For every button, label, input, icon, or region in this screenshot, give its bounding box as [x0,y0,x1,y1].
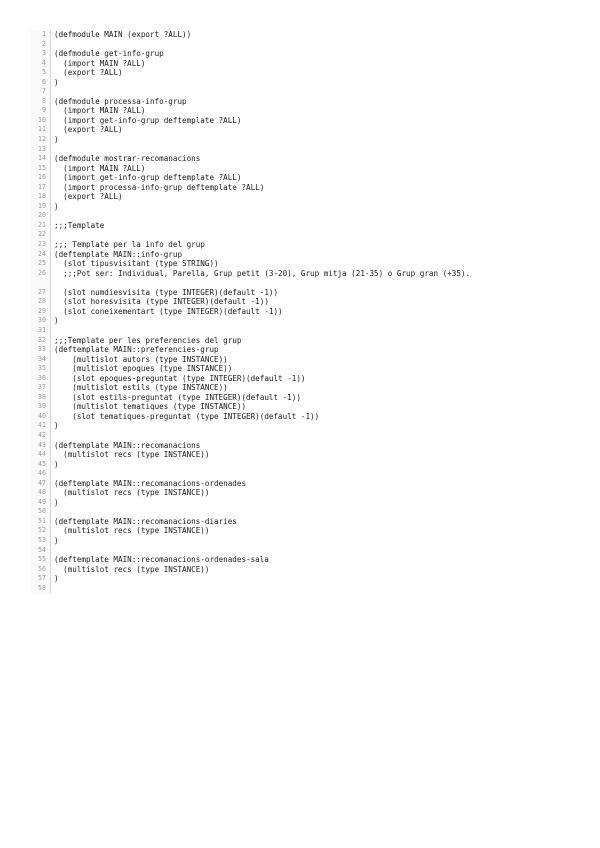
line-number: 26 [38,268,46,277]
line-number: 6 [42,77,46,86]
code-line [30,202,578,212]
code-line [30,221,578,231]
line-number: 4 [42,58,46,67]
code-line [30,546,578,556]
code-line [30,211,578,221]
line-number: 25 [38,259,46,268]
code-text[interactable]: (import MAIN ?ALL) [54,58,146,68]
code-line [30,565,578,575]
code-line [30,183,578,193]
code-line [30,517,578,527]
line-number: 50 [38,507,46,516]
line-number: 44 [38,450,46,459]
line-number: 1 [42,30,46,38]
code-text[interactable]: (import get-info-grup deftemplate ?ALL) [54,115,242,125]
line-number: 22 [38,230,46,239]
code-text[interactable]: (multislot tematiques (type INSTANCE)) [54,402,247,412]
code-text[interactable]: (multislot recs (type INSTANCE)) [54,450,210,460]
code-line [30,498,578,508]
line-number: 32 [38,335,46,344]
code-line [30,59,578,69]
line-number: 20 [38,211,46,220]
code-line [30,536,578,546]
code-text[interactable]: (multislot estils (type INSTANCE)) [54,383,228,393]
code-line [30,97,578,107]
line-number: 51 [38,516,46,525]
code-text[interactable]: (export ?ALL) [54,192,123,202]
code-text[interactable]: (import MAIN ?ALL) [54,163,146,173]
code-text[interactable] [50,584,578,594]
line-number: 30 [38,316,46,325]
code-text[interactable]: (slot tipusvisitant (type STRING)) [54,259,219,269]
line-number: 14 [38,154,46,163]
code-line [30,68,578,78]
line-number: 52 [38,526,46,535]
line-number: 23 [38,240,46,249]
code-line [30,431,578,441]
code-line [30,526,578,536]
line-number: 49 [38,497,46,506]
code-text[interactable]: (deftemplate MAIN::recomanacions-ordenades [54,478,247,488]
line-number: 53 [38,535,46,544]
line-number: 57 [38,574,46,583]
line-number: 42 [38,430,46,439]
code-line [30,30,578,40]
line-number: 48 [38,488,46,497]
code-line [30,450,578,460]
code-text[interactable] [50,507,578,517]
code-text[interactable]: (multislot recs (type INSTANCE)) [54,564,210,574]
code-text[interactable]: (multislot recs (type INSTANCE)) [54,526,210,536]
code-text[interactable]: (deftemplate MAIN::preferencies-grup [54,345,219,355]
code-line [30,412,578,422]
code-line [30,460,578,470]
code-text[interactable] [50,230,578,240]
code-line [30,49,578,59]
line-number: 39 [38,402,46,411]
code-text[interactable]: ) [54,135,59,145]
code-text[interactable]: (deftemplate MAIN::info-grup [54,249,183,259]
code-line [30,402,578,412]
code-line [30,78,578,88]
code-text[interactable]: (slot estils-preguntat (type INTEGER)(default -1)) [54,392,301,402]
code-text[interactable]: ;;;Template per les preferencies del grup [54,335,242,345]
code-text[interactable]: ) [54,77,59,87]
line-number: 18 [38,192,46,201]
code-line [30,116,578,126]
code-text[interactable]: (defmodule processa-info-grup [54,96,187,106]
line-number: 16 [38,173,46,182]
code-text[interactable]: ) [54,421,59,431]
code-text[interactable]: ) [54,201,59,211]
line-number: 34 [38,354,46,363]
code-line [30,154,578,164]
code-line [30,374,578,384]
line-number: 41 [38,421,46,430]
line-number: 45 [38,459,46,468]
code-line [30,297,578,307]
code-line [30,488,578,498]
code-line [30,421,578,431]
code-line [30,364,578,374]
code-text[interactable]: (multislot autors (type INSTANCE)) [54,354,228,364]
line-number: 19 [38,201,46,210]
line-number: 43 [38,440,46,449]
code-text[interactable]: (multislot recs (type INSTANCE)) [54,488,210,498]
code-line [30,125,578,135]
code-line [30,507,578,517]
code-text[interactable]: (deftemplate MAIN::recomanacions [54,440,201,450]
code-text[interactable]: ;;;Pot ser: Individual, Parella, Grup petit (3-20), Grup mitja (21-35) o Grup gran (+35). [54,268,471,278]
line-number: 8 [42,96,46,105]
line-number: 10 [38,115,46,124]
code-text[interactable]: (slot coneixementart (type INTEGER)(default -1)) [54,306,283,316]
code-line [30,326,578,336]
code-text[interactable]: (defmodule MAIN (export ?ALL)) [54,30,192,39]
line-number: 35 [38,364,46,373]
code-text[interactable] [50,40,578,50]
code-text[interactable]: ;;; Template per la info del grup [54,240,205,250]
code-text[interactable]: (multislot epoques (type INSTANCE)) [54,364,233,374]
code-text[interactable]: ) [54,316,59,326]
code-line [30,87,578,97]
line-number: 7 [42,87,46,96]
line-number: 40 [38,411,46,420]
code-line [30,336,578,346]
line-number: 55 [38,555,46,564]
code-text[interactable] [50,87,578,97]
code-line [30,345,578,355]
code-line [30,145,578,155]
code-line [30,106,578,116]
code-line [30,230,578,240]
code-text[interactable]: (deftemplate MAIN::recomanacions-ordenades-sala [54,555,269,565]
line-number: 5 [42,68,46,77]
line-number: 11 [38,125,46,134]
code-line [30,40,578,50]
code-text[interactable]: (import MAIN ?ALL) [54,106,146,116]
code-text[interactable]: (slot epoques-preguntat (type INTEGER)(default -1)) [54,373,306,383]
code-text[interactable]: ) [54,574,59,584]
line-number: 15 [38,163,46,172]
line-number: 37 [38,383,46,392]
code-text[interactable]: ;;;Template [54,220,105,230]
line-number: 58 [38,583,46,592]
line-number: 38 [38,392,46,401]
code-text[interactable]: (slot tematiques-preguntat (type INTEGER)(default -1)) [54,411,320,421]
code-lines [30,30,578,593]
code-line [30,269,578,288]
code-line [30,316,578,326]
code-line [30,192,578,202]
line-number: 47 [38,478,46,487]
line-number: 54 [38,545,46,554]
code-line [30,135,578,145]
line-number: 21 [38,220,46,229]
code-text[interactable]: (defmodule get-info-grup [54,49,164,59]
code-line [30,240,578,250]
code-text[interactable] [50,211,578,221]
code-text[interactable]: (slot numdiesvisita (type INTEGER)(default -1)) [54,287,279,297]
code-line [30,479,578,489]
line-number: 27 [38,287,46,296]
code-text[interactable]: (export ?ALL) [54,68,123,78]
code-text[interactable]: (export ?ALL) [54,125,123,135]
line-number: 46 [38,469,46,478]
code-text[interactable]: (slot horesvisita (type INTEGER)(default -1)) [54,297,269,307]
code-line [30,441,578,451]
code-text[interactable]: (deftemplate MAIN::recomanacions-diaries [54,516,237,526]
code-line [30,574,578,584]
line-number: 33 [38,345,46,354]
line-number: 56 [38,564,46,573]
code-line [30,355,578,365]
code-text[interactable]: ) [54,497,59,507]
line-number: 36 [38,373,46,382]
line-number: 9 [42,106,46,115]
line-number: 29 [38,306,46,315]
code-line [30,250,578,260]
line-number: 31 [38,325,46,334]
code-text[interactable]: (import processa-info-grup deftemplate ?ALL) [54,182,265,192]
line-number: 17 [38,182,46,191]
code-line [30,584,578,594]
code-text[interactable]: (defmodule mostrar-recomanacions [54,154,201,164]
code-line [30,469,578,479]
line-number: 3 [42,49,46,58]
code-line [30,288,578,298]
code-line [30,259,578,269]
code-text[interactable]: ) [54,459,59,469]
code-text[interactable] [50,431,578,441]
line-number: 28 [38,297,46,306]
code-text[interactable]: ) [54,535,59,545]
code-line [30,307,578,317]
code-line [30,555,578,565]
code-text[interactable] [50,326,578,336]
line-number: 24 [38,249,46,258]
code-line [30,393,578,403]
code-text[interactable] [50,546,578,556]
code-line [30,164,578,174]
line-number: 13 [38,144,46,153]
code-text[interactable]: (import get-info-grup deftemplate ?ALL) [54,173,242,183]
code-text[interactable] [50,469,578,479]
line-number: 2 [42,39,46,48]
code-line [30,173,578,183]
code-editor[interactable] [30,30,578,593]
line-number: 12 [38,135,46,144]
code-text[interactable] [50,145,578,155]
code-line [30,383,578,393]
